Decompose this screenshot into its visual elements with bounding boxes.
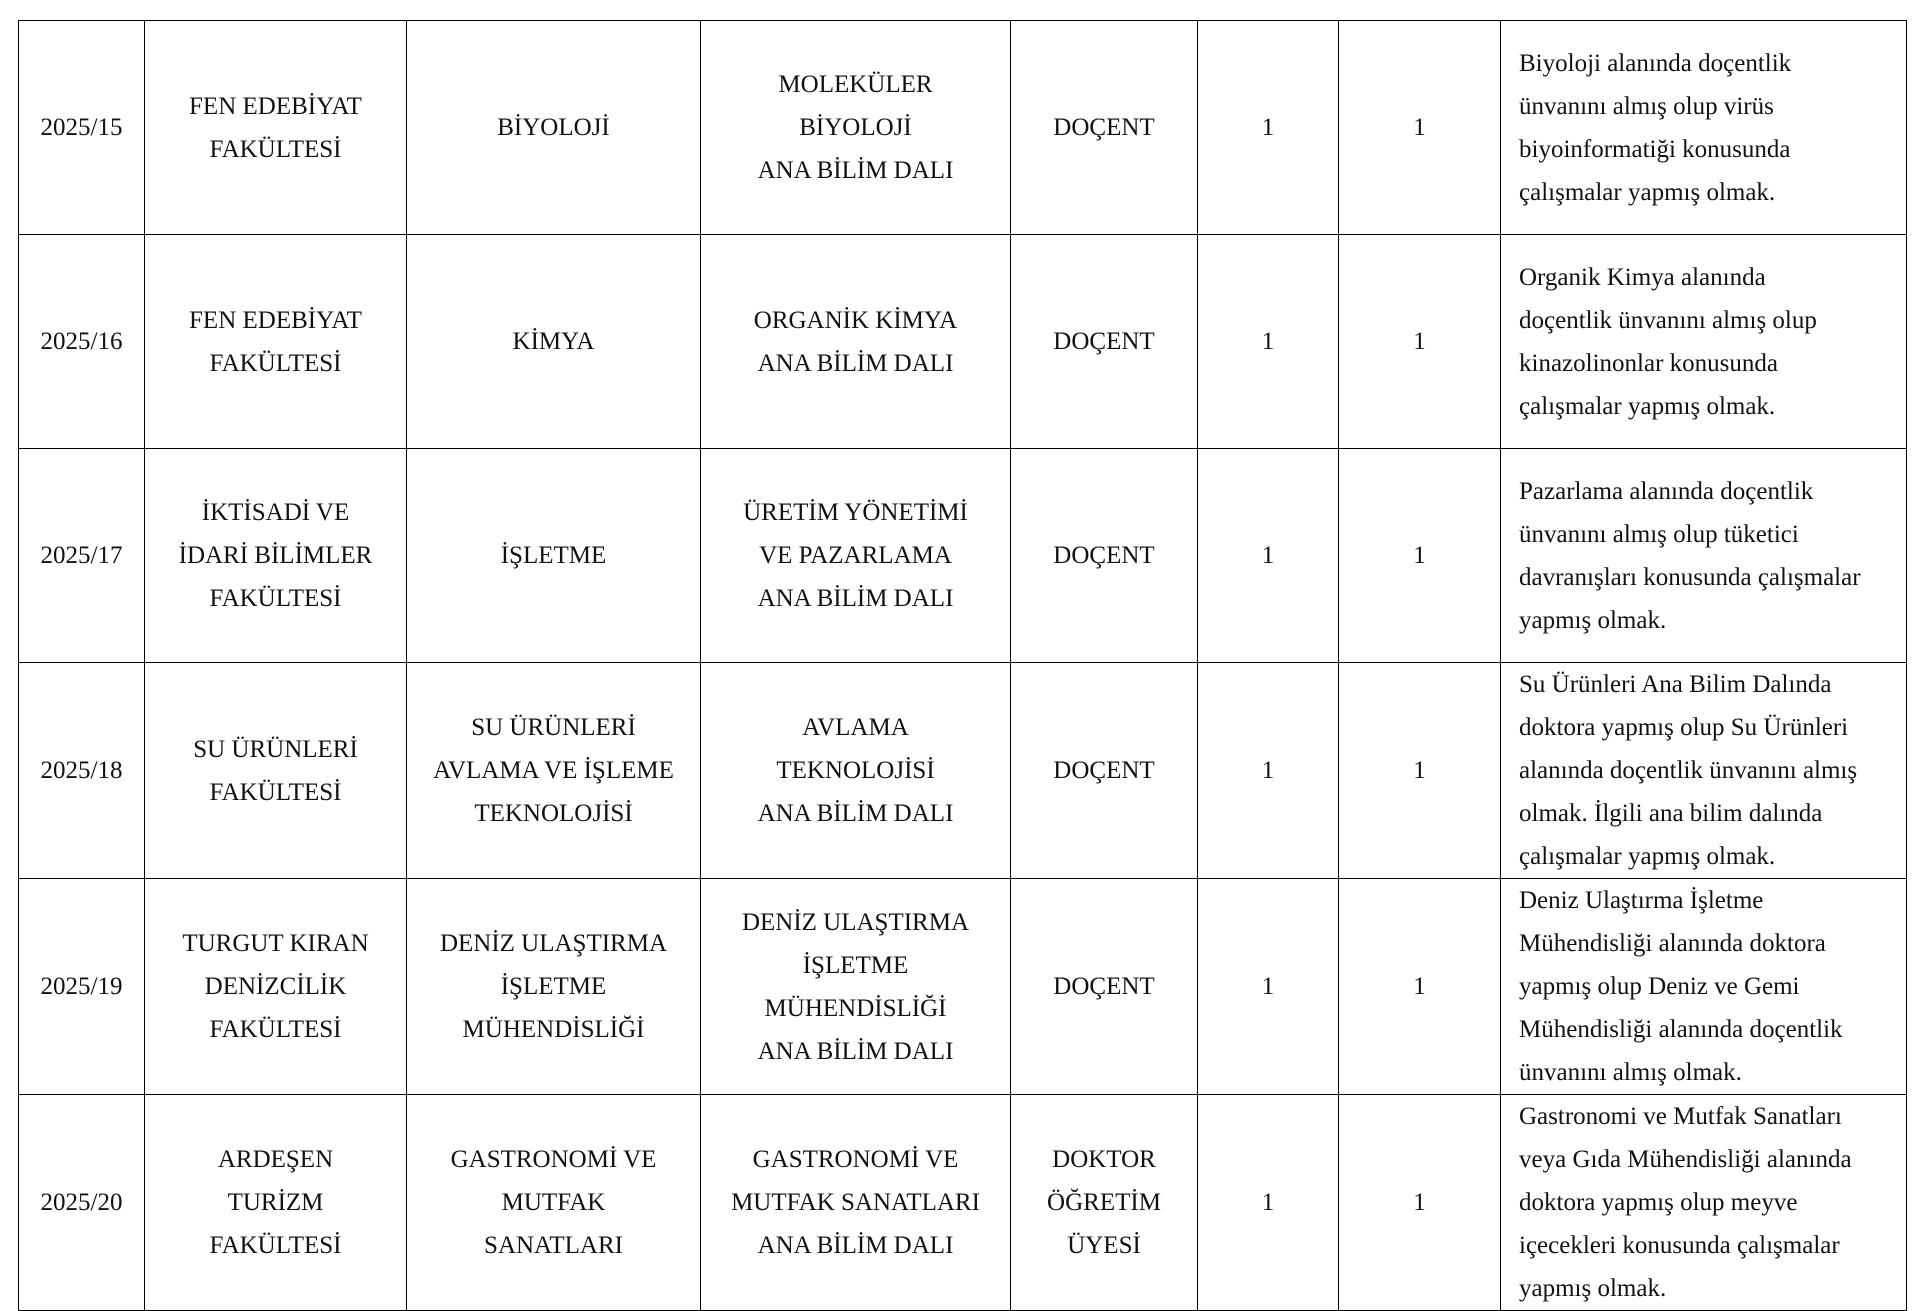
count-a-cell: 1 [1198, 663, 1339, 879]
faculty-cell: SU ÜRÜNLERİ FAKÜLTESİ [145, 663, 407, 879]
table-row [19, 21, 1907, 235]
count-a-cell: 1 [1198, 879, 1339, 1095]
position-code: 2025/17 [19, 449, 145, 663]
requirement-cell: Deniz Ulaştırma İşletme Mühendisliği alanında doktora yapmış olup Deniz ve Gemi Mühendisliği alanında doçentlik ünvanını almış olmak. [1501, 879, 1907, 1095]
title-cell: DOKTOR ÖĞRETİM ÜYESİ [1011, 1095, 1198, 1311]
count-b-cell: 1 [1339, 235, 1501, 449]
requirement-cell: Biyoloji alanında doçentlik ünvanını almış olup virüs biyoinformatiği konusunda çalışmalar yapmış olmak. [1501, 21, 1907, 235]
division-cell: AVLAMA TEKNOLOJİSİ ANA BİLİM DALI [701, 663, 1011, 879]
position-code: 2025/20 [19, 1095, 145, 1311]
count-b-cell: 1 [1339, 663, 1501, 879]
table-row [19, 1095, 1907, 1311]
count-a-cell: 1 [1198, 21, 1339, 235]
division-cell: ORGANİK KİMYA ANA BİLİM DALI [701, 235, 1011, 449]
department-cell: KİMYA [407, 235, 701, 449]
count-b-cell: 1 [1339, 449, 1501, 663]
department-cell: SU ÜRÜNLERİ AVLAMA VE İŞLEME TEKNOLOJİSİ [407, 663, 701, 879]
faculty-cell: ARDEŞEN TURİZM FAKÜLTESİ [145, 1095, 407, 1311]
faculty-cell: FEN EDEBİYAT FAKÜLTESİ [145, 21, 407, 235]
count-b-cell: 1 [1339, 21, 1501, 235]
count-a-cell: 1 [1198, 235, 1339, 449]
table-row [19, 235, 1907, 449]
division-cell: ÜRETİM YÖNETİMİ VE PAZARLAMA ANA BİLİM DALI [701, 449, 1011, 663]
department-cell: BİYOLOJİ [407, 21, 701, 235]
table-row [19, 879, 1907, 1095]
position-code: 2025/15 [19, 21, 145, 235]
division-cell: DENİZ ULAŞTIRMA İŞLETME MÜHENDİSLİĞİ ANA BİLİM DALI [701, 879, 1011, 1095]
count-b-cell: 1 [1339, 879, 1501, 1095]
title-cell: DOÇENT [1011, 21, 1198, 235]
faculty-cell: FEN EDEBİYAT FAKÜLTESİ [145, 235, 407, 449]
table-row [19, 663, 1907, 879]
count-a-cell: 1 [1198, 1095, 1339, 1311]
title-cell: DOÇENT [1011, 235, 1198, 449]
faculty-cell: TURGUT KIRAN DENİZCİLİK FAKÜLTESİ [145, 879, 407, 1095]
requirement-cell: Organik Kimya alanında doçentlik ünvanını almış olup kinazolinonlar konusunda çalışmalar yapmış olmak. [1501, 235, 1907, 449]
requirement-cell: Pazarlama alanında doçentlik ünvanını almış olup tüketici davranışları konusunda çalışmalar yapmış olmak. [1501, 449, 1907, 663]
title-cell: DOÇENT [1011, 449, 1198, 663]
title-cell: DOÇENT [1011, 879, 1198, 1095]
department-cell: DENİZ ULAŞTIRMA İŞLETME MÜHENDİSLİĞİ [407, 879, 701, 1095]
position-code: 2025/18 [19, 663, 145, 879]
count-b-cell: 1 [1339, 1095, 1501, 1311]
division-cell: GASTRONOMİ VE MUTFAK SANATLARI ANA BİLİM DALI [701, 1095, 1011, 1311]
requirement-cell: Gastronomi ve Mutfak Sanatları veya Gıda Mühendisliği alanında doktora yapmış olup meyve içecekleri konusunda çalışmalar yapmış olmak. [1501, 1095, 1907, 1311]
position-table [18, 20, 1907, 1311]
position-code: 2025/16 [19, 235, 145, 449]
department-cell: İŞLETME [407, 449, 701, 663]
position-code: 2025/19 [19, 879, 145, 1095]
faculty-cell: İKTİSADİ VE İDARİ BİLİMLER FAKÜLTESİ [145, 449, 407, 663]
division-cell: MOLEKÜLER BİYOLOJİ ANA BİLİM DALI [701, 21, 1011, 235]
count-a-cell: 1 [1198, 449, 1339, 663]
title-cell: DOÇENT [1011, 663, 1198, 879]
table-row [19, 449, 1907, 663]
requirement-cell: Su Ürünleri Ana Bilim Dalında doktora yapmış olup Su Ürünleri alanında doçentlik ünvanını almış olmak. İlgili ana bilim dalında çalışmalar yapmış olmak. [1501, 663, 1907, 879]
department-cell: GASTRONOMİ VE MUTFAK SANATLARI [407, 1095, 701, 1311]
